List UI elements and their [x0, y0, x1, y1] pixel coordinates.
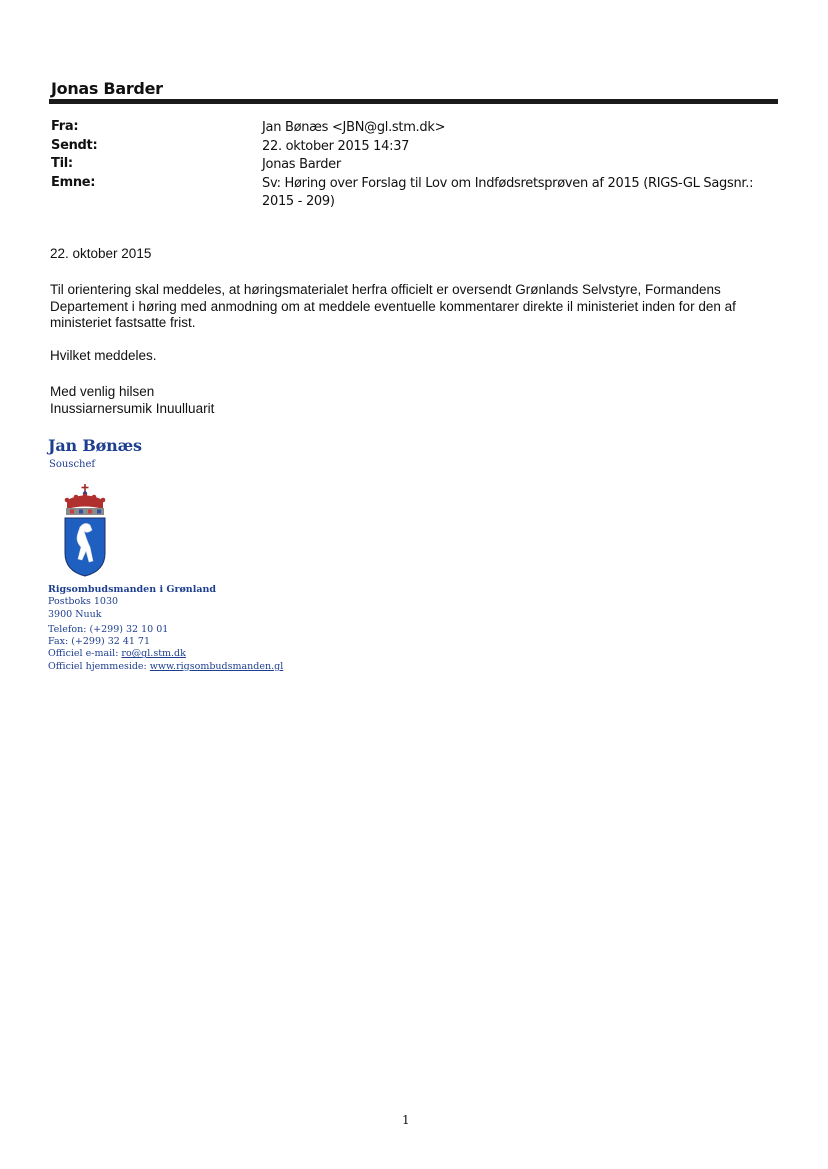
city: 3900 Nuuk	[48, 608, 102, 620]
email-label: Officiel e-mail:	[48, 648, 122, 660]
from-label: Fra:	[51, 119, 79, 134]
greeting	[50, 384, 214, 417]
organization-name: Rigsombudsmanden i Grønland	[48, 584, 217, 595]
body-closing-line: Hvilket meddeles.	[50, 348, 157, 363]
signature-name: Jan Bønæs	[48, 436, 142, 455]
body-date: 22. oktober 2015	[50, 246, 152, 261]
subject-value: Sv: Høring over Forslag til Lov om Indfødsretsprøven af 2015 (RIGS-GL Sagsnr.: 2015 - 209)	[262, 175, 754, 209]
greenland-coat-of-arms-icon	[60, 483, 110, 577]
email-line	[48, 648, 283, 660]
header-rule	[49, 99, 778, 104]
greeting-danish: Med venlig hilsen	[50, 384, 155, 399]
body-paragraph: Til orientering skal meddeles, at høringsmaterialet herfra officielt er oversendt Grønlands Selvstyre, Formandens Departement i høring med anmodning om at meddele eventuelle kommentarer direkte il ministeriet inden for den af ministeriet fastsatte frist.	[50, 282, 736, 330]
email-link[interactable]: ro@gl.stm.dk	[121, 648, 186, 660]
organization-contact	[48, 584, 283, 673]
website-line	[48, 661, 283, 673]
phone: Telefon: (+299) 32 10 01	[48, 623, 169, 635]
sender-name: Jonas Barder	[51, 79, 163, 98]
website-label: Officiel hjemmeside:	[48, 660, 150, 672]
sent-label: Sendt:	[51, 137, 98, 153]
postbox: Postboks 1030	[48, 596, 119, 608]
signature-title: Souschef	[49, 459, 96, 470]
subject-label: Emne:	[51, 174, 96, 190]
greeting-greenlandic: Inussiarnersumik Inuulluarit	[50, 400, 215, 416]
from-value: Jan Bønæs <JBN@gl.stm.dk>	[262, 120, 446, 135]
to-label: Til:	[51, 156, 73, 171]
to-value: Jonas Barder	[262, 157, 341, 172]
page-number: 1	[402, 1113, 410, 1127]
website-link[interactable]: www.rigsombudsmanden.gl	[149, 660, 284, 672]
fax: Fax: (+299) 32 41 71	[48, 636, 151, 648]
sent-value: 22. oktober 2015 14:37	[262, 138, 410, 154]
